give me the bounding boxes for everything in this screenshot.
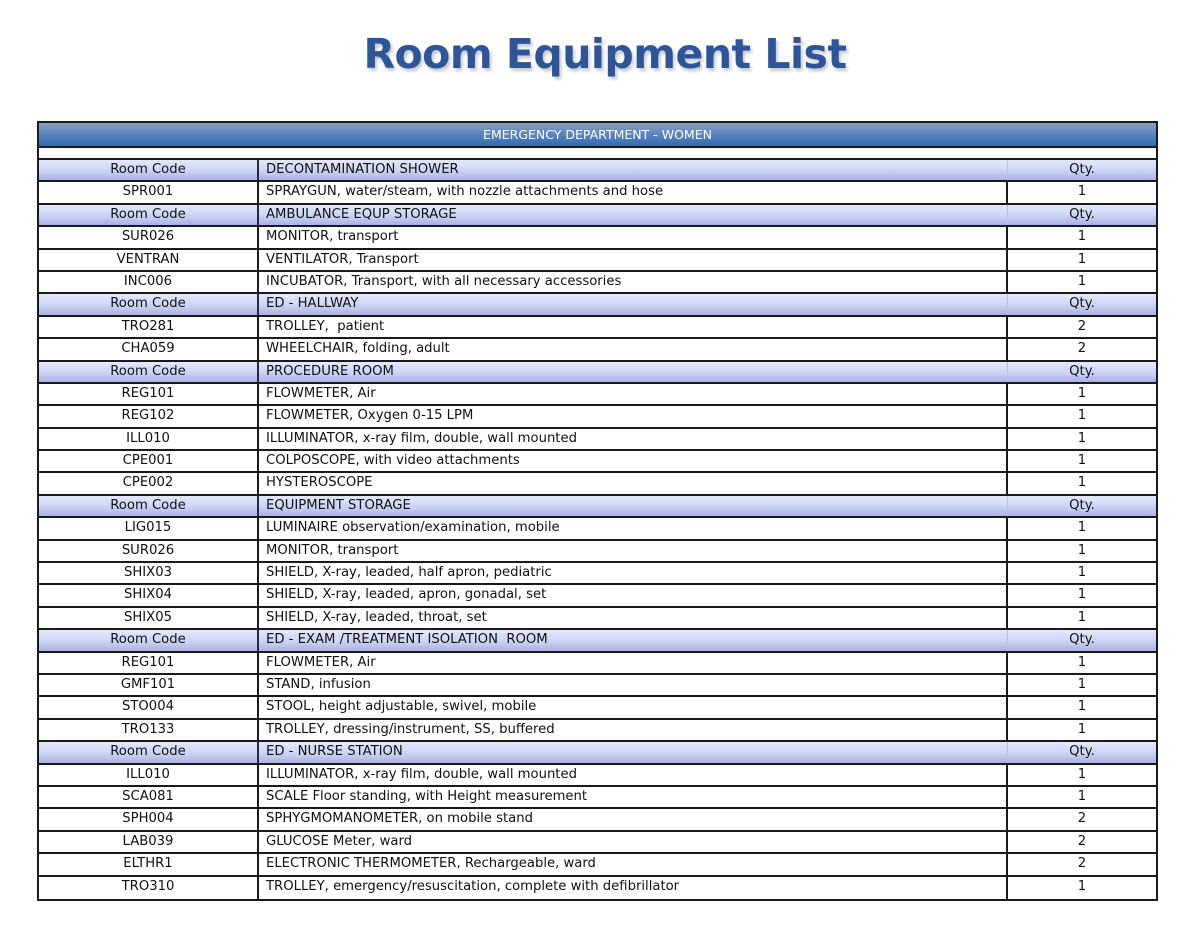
equipment-description: SHIELD, X-ray, leaded, half apron, pediatric xyxy=(259,563,1008,583)
table-row xyxy=(39,541,1156,563)
section-header xyxy=(39,294,1156,316)
room-name: AMBULANCE EQUP STORAGE xyxy=(259,205,1008,225)
section-header xyxy=(39,362,1156,384)
equipment-code: SPH004 xyxy=(39,809,259,829)
equipment-description: SPRAYGUN, water/steam, with nozzle attachments and hose xyxy=(259,182,1008,202)
qty-header: Qty. xyxy=(1069,744,1095,760)
room-code-header: Room Code xyxy=(39,160,259,180)
equipment-description: SCALE Floor standing, with Height measurement xyxy=(259,787,1008,807)
equipment-description: ILLUMINATOR, x-ray film, double, wall mounted xyxy=(259,765,1008,785)
equipment-qty: 2 xyxy=(1077,318,1087,334)
equipment-description: COLPOSCOPE, with video attachments xyxy=(259,451,1008,471)
table-row xyxy=(39,675,1156,697)
table-row xyxy=(39,182,1156,204)
section-header xyxy=(39,205,1156,227)
equipment-code: ILL010 xyxy=(39,765,259,785)
section-header xyxy=(39,496,1156,518)
equipment-code: VENTRAN xyxy=(39,250,259,270)
equipment-description: SHIELD, X-ray, leaded, apron, gonadal, set xyxy=(259,585,1008,605)
equipment-qty: 1 xyxy=(1077,184,1087,200)
equipment-qty: 2 xyxy=(1077,811,1087,827)
equipment-description: VENTILATOR, Transport xyxy=(259,250,1008,270)
equipment-code: SCA081 xyxy=(39,787,259,807)
equipment-qty: 1 xyxy=(1077,676,1087,692)
room-code-header: Room Code xyxy=(39,496,259,516)
equipment-description: ILLUMINATOR, x-ray film, double, wall mounted xyxy=(259,429,1008,449)
equipment-description: TROLLEY, dressing/instrument, SS, buffered xyxy=(259,720,1008,740)
equipment-code: INC006 xyxy=(39,272,259,292)
room-code-header: Room Code xyxy=(39,630,259,650)
equipment-qty: 1 xyxy=(1077,273,1087,289)
table-row xyxy=(39,339,1156,361)
equipment-description: INCUBATOR, Transport, with all necessary accessories xyxy=(259,272,1008,292)
table-row xyxy=(39,653,1156,675)
table-row xyxy=(39,272,1156,294)
table-row xyxy=(39,854,1156,876)
equipment-qty: 1 xyxy=(1077,229,1087,245)
qty-header: Qty. xyxy=(1069,632,1095,648)
equipment-code: REG101 xyxy=(39,653,259,673)
table-row xyxy=(39,697,1156,719)
equipment-code: TRO133 xyxy=(39,720,259,740)
table-row xyxy=(39,227,1156,249)
equipment-qty: 1 xyxy=(1077,385,1087,401)
equipment-code: STO004 xyxy=(39,697,259,717)
equipment-code: LIG015 xyxy=(39,518,259,538)
equipment-qty: 1 xyxy=(1077,408,1087,424)
table-row xyxy=(39,406,1156,428)
equipment-code: CPE002 xyxy=(39,473,259,493)
equipment-code: REG101 xyxy=(39,384,259,404)
room-name: ED - NURSE STATION xyxy=(259,742,1008,762)
equipment-code: CHA059 xyxy=(39,339,259,359)
equipment-description: SHIELD, X-ray, leaded, throat, set xyxy=(259,608,1008,628)
equipment-table xyxy=(37,121,1158,901)
equipment-code: SHIX04 xyxy=(39,585,259,605)
table-row xyxy=(39,250,1156,272)
equipment-code: SUR026 xyxy=(39,227,259,247)
table-row xyxy=(39,384,1156,406)
room-name: PROCEDURE ROOM xyxy=(259,362,1008,382)
equipment-description: FLOWMETER, Air xyxy=(259,384,1008,404)
room-code-header: Room Code xyxy=(39,294,259,314)
room-code-header: Room Code xyxy=(39,742,259,762)
equipment-code: SPR001 xyxy=(39,182,259,202)
equipment-qty: 1 xyxy=(1077,430,1087,446)
equipment-qty: 1 xyxy=(1077,609,1087,625)
equipment-qty: 1 xyxy=(1077,520,1087,536)
qty-header: Qty. xyxy=(1069,162,1095,177)
qty-header: Qty. xyxy=(1069,363,1095,379)
section-header xyxy=(39,630,1156,652)
equipment-description: LUMINAIRE observation/examination, mobile xyxy=(259,518,1008,538)
equipment-description: STOOL, height adjustable, swivel, mobile xyxy=(259,697,1008,717)
table-row xyxy=(39,585,1156,607)
spacer-row xyxy=(39,148,1156,160)
section-header xyxy=(39,742,1156,764)
equipment-description: FLOWMETER, Oxygen 0-15 LPM xyxy=(259,406,1008,426)
equipment-qty: 1 xyxy=(1077,587,1087,603)
equipment-code: CPE001 xyxy=(39,451,259,471)
equipment-description: SPHYGMOMANOMETER, on mobile stand xyxy=(259,809,1008,829)
table-row xyxy=(39,473,1156,495)
equipment-qty: 2 xyxy=(1077,341,1087,357)
equipment-qty: 1 xyxy=(1077,878,1087,894)
table-row xyxy=(39,429,1156,451)
equipment-qty: 2 xyxy=(1077,856,1087,872)
equipment-code: GMF101 xyxy=(39,675,259,695)
equipment-code: LAB039 xyxy=(39,832,259,852)
table-body xyxy=(39,160,1156,899)
table-row xyxy=(39,563,1156,585)
table-row xyxy=(39,317,1156,339)
equipment-code: TRO281 xyxy=(39,317,259,337)
equipment-code: TRO310 xyxy=(39,877,259,899)
room-name: EQUIPMENT STORAGE xyxy=(259,496,1008,516)
table-row xyxy=(39,809,1156,831)
equipment-code: SHIX05 xyxy=(39,608,259,628)
table-row xyxy=(39,765,1156,787)
table-row xyxy=(39,608,1156,630)
equipment-description: TROLLEY, emergency/resuscitation, complete with defibrillator xyxy=(259,877,1008,899)
equipment-description: FLOWMETER, Air xyxy=(259,653,1008,673)
equipment-qty: 1 xyxy=(1077,475,1087,491)
table-row xyxy=(39,451,1156,473)
table-row xyxy=(39,877,1156,899)
equipment-qty: 1 xyxy=(1077,766,1087,782)
equipment-description: GLUCOSE Meter, ward xyxy=(259,832,1008,852)
equipment-description: MONITOR, transport xyxy=(259,541,1008,561)
department-banner: EMERGENCY DEPARTMENT - WOMEN xyxy=(39,123,1156,148)
equipment-qty: 1 xyxy=(1077,251,1087,267)
equipment-code: REG102 xyxy=(39,406,259,426)
equipment-description: ELECTRONIC THERMOMETER, Rechargeable, ward xyxy=(259,854,1008,874)
section-header xyxy=(39,160,1156,182)
equipment-description: HYSTEROSCOPE xyxy=(259,473,1008,493)
table-row xyxy=(39,832,1156,854)
equipment-qty: 1 xyxy=(1077,453,1087,469)
equipment-qty: 1 xyxy=(1077,565,1087,581)
equipment-description: WHEELCHAIR, folding, adult xyxy=(259,339,1008,359)
qty-header: Qty. xyxy=(1069,497,1095,513)
equipment-qty: 1 xyxy=(1077,542,1087,558)
equipment-code: ELTHR1 xyxy=(39,854,259,874)
room-name: ED - EXAM /TREATMENT ISOLATION ROOM xyxy=(259,630,1008,650)
equipment-code: ILL010 xyxy=(39,429,259,449)
equipment-qty: 1 xyxy=(1077,654,1087,670)
equipment-qty: 2 xyxy=(1077,833,1087,849)
room-name: DECONTAMINATION SHOWER xyxy=(259,160,1008,180)
equipment-qty: 1 xyxy=(1077,721,1087,737)
table-row xyxy=(39,518,1156,540)
equipment-description: MONITOR, transport xyxy=(259,227,1008,247)
qty-header: Qty. xyxy=(1069,206,1095,222)
room-code-header: Room Code xyxy=(39,205,259,225)
equipment-code: SHIX03 xyxy=(39,563,259,583)
equipment-qty: 1 xyxy=(1077,699,1087,715)
page-title: Room Equipment List xyxy=(363,30,847,78)
room-code-header: Room Code xyxy=(39,362,259,382)
equipment-code: SUR026 xyxy=(39,541,259,561)
equipment-description: TROLLEY, patient xyxy=(259,317,1008,337)
qty-header: Qty. xyxy=(1069,296,1095,312)
equipment-qty: 1 xyxy=(1077,788,1087,804)
table-row xyxy=(39,720,1156,742)
table-row xyxy=(39,787,1156,809)
equipment-description: STAND, infusion xyxy=(259,675,1008,695)
room-name: ED - HALLWAY xyxy=(259,294,1008,314)
